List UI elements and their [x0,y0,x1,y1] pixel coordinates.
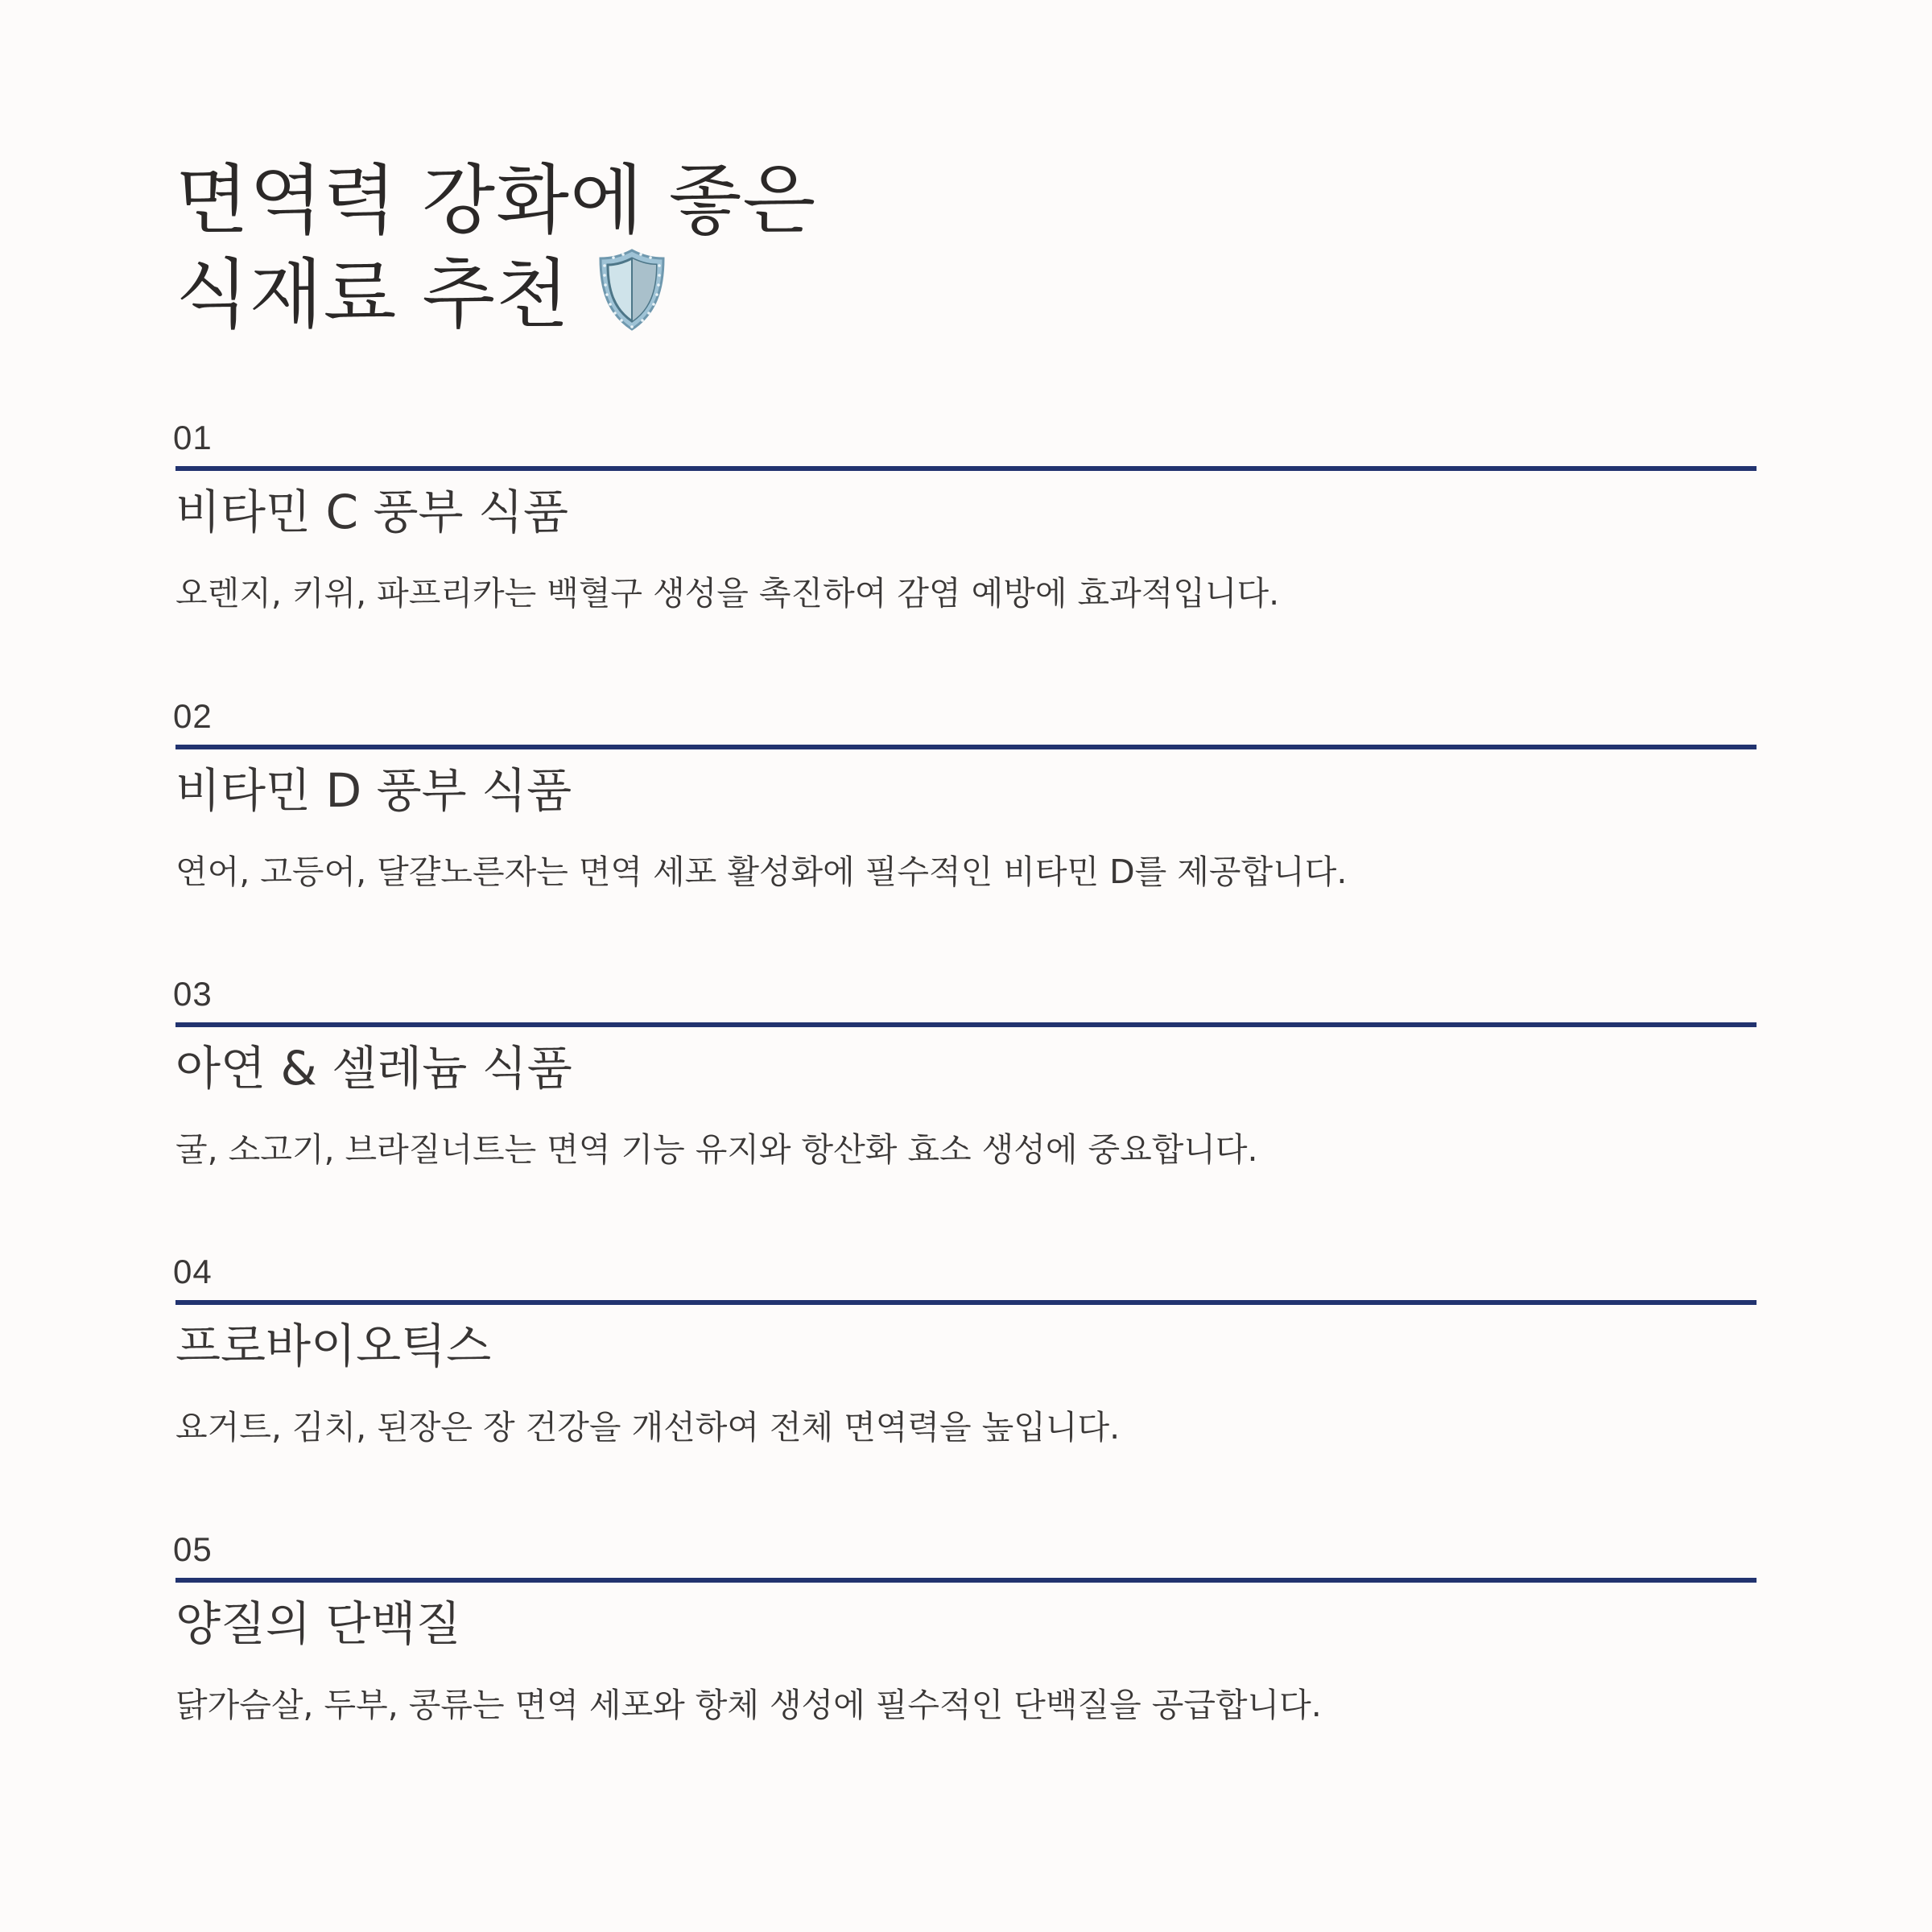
item-description: 닭가슴살, 두부, 콩류는 면역 세포와 항체 생성에 필수적인 단백질을 공급합니다. [175,1686,1322,1724]
divider [175,466,1757,471]
divider [175,1300,1757,1305]
title-line-1: 면역력 강화에 좋은 [175,157,817,245]
item-number: 01 [173,419,213,456]
title-line-2-text: 식재료 추천 [175,251,570,339]
divider [175,745,1757,749]
item-heading: 비타민 C 풍부 식품 [175,485,569,539]
item-number: 02 [173,697,213,735]
item-description: 굴, 소고기, 브라질너트는 면역 기능 유지와 항산화 효소 생성에 중요합니다. [175,1130,1258,1169]
item-heading: 비타민 D 풍부 식품 [175,763,572,818]
item-number: 04 [173,1253,213,1290]
list-item-02 [175,697,1757,939]
item-description: 연어, 고등어, 달걀노른자는 면역 세포 활성화에 필수적인 비타민 D를 제공합니다. [175,852,1348,891]
item-number: 05 [173,1530,213,1568]
list-item-01 [175,419,1757,660]
item-heading: 프로바이오틱스 [175,1319,492,1373]
divider [175,1022,1757,1027]
list-item-05 [175,1530,1757,1772]
list-item-03 [175,975,1757,1216]
item-number: 03 [173,975,213,1013]
list-item-04 [175,1253,1757,1494]
item-heading: 아연 & 셀레늄 식품 [175,1041,572,1096]
item-heading: 양질의 단백질 [175,1596,461,1651]
item-description: 오렌지, 키위, 파프리카는 백혈구 생성을 촉진하여 감염 예방에 효과적입니다. [175,574,1280,613]
item-description: 요거트, 김치, 된장은 장 건강을 개선하여 전체 면역력을 높입니다. [175,1408,1121,1447]
divider [175,1578,1757,1583]
